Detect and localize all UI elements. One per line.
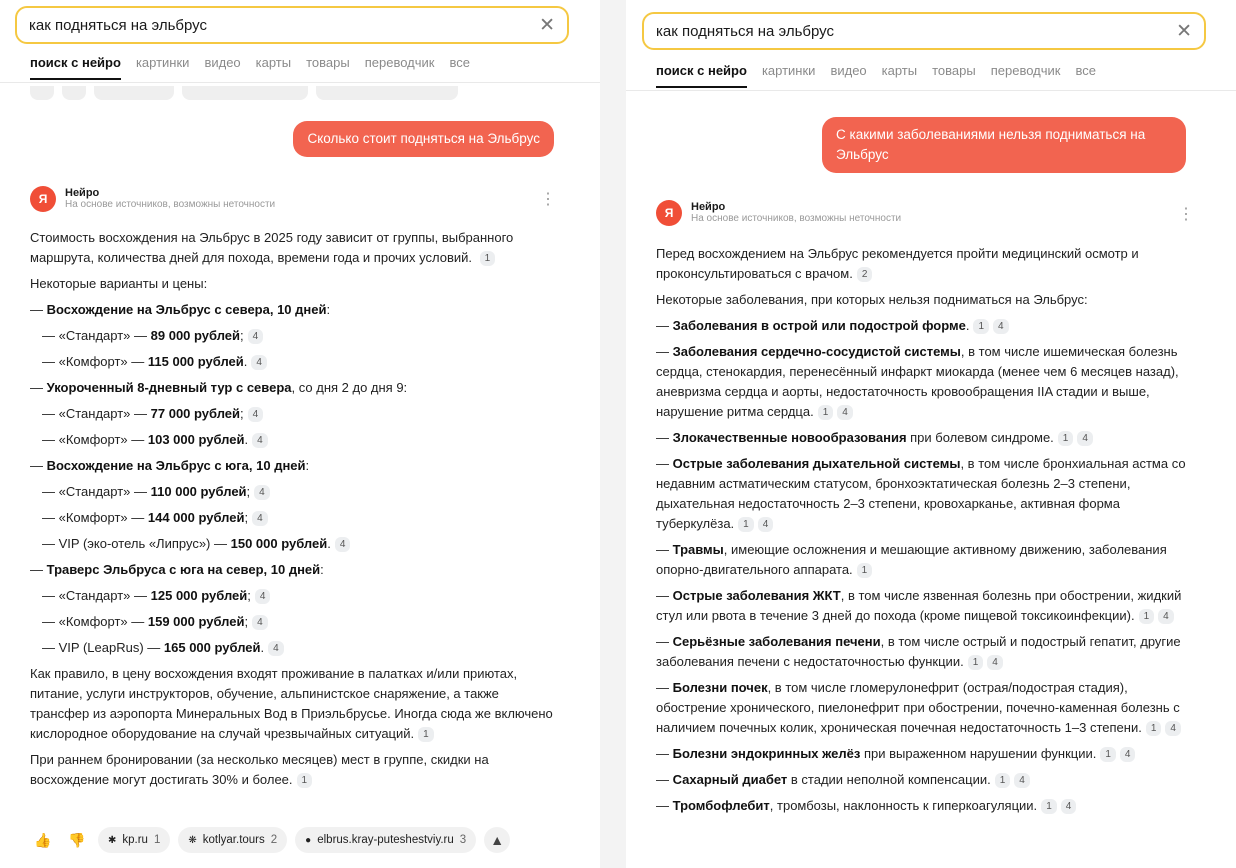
- citation-badge[interactable]: 4: [1061, 799, 1077, 814]
- group-name: Восхождение на Эльбрус с севера, 10 дней: [46, 302, 327, 317]
- item-price: 165 000 рублей: [163, 640, 261, 655]
- citation-badge[interactable]: 4: [251, 355, 267, 370]
- condition-details: , в том числе острый и подострый гепатит, другие заболевания печени с недостаточностью функции.: [656, 634, 1181, 669]
- price-group-title: — Укороченный 8-дневный тур с севера, со дня 2 до дня 9:: [30, 380, 408, 395]
- source-icon: ❋: [188, 834, 197, 846]
- group-suffix: :: [326, 302, 331, 317]
- answer-footer: [30, 827, 510, 853]
- dislike-icon[interactable]: 👎: [64, 827, 90, 853]
- item-name: VIP (LeapRus) —: [58, 640, 164, 655]
- search-tabs: [30, 55, 485, 80]
- condition-details: при выраженном нарушении функции.: [860, 746, 1097, 761]
- citation-badge[interactable]: 4: [1165, 721, 1181, 736]
- item-name: VIP (эко-отель «Липрус») —: [58, 536, 231, 551]
- group-suffix: :: [305, 458, 310, 473]
- citation-badge[interactable]: 1: [297, 773, 313, 788]
- more-icon[interactable]: ⋮: [540, 191, 556, 208]
- condition-item: — Заболевания в острой или подострой форме. 1 4: [656, 316, 1196, 336]
- price-item: — VIP (эко-отель «Липрус») — 150 000 рублей. 4: [30, 534, 560, 554]
- item-name: «Комфорт» —: [58, 614, 148, 629]
- citation-badge[interactable]: 4: [268, 641, 284, 656]
- citation-badge[interactable]: 4: [248, 407, 264, 422]
- answer-text: [656, 244, 1196, 822]
- variants-label: Некоторые варианты и цены:: [30, 276, 208, 291]
- source-chip[interactable]: [295, 827, 476, 853]
- intro-text: Перед восхождением на Эльбрус рекомендуется пройти медицинский осмотр и проконсультироваться с врачом.: [656, 246, 1139, 281]
- neuro-logo: Я: [656, 200, 682, 226]
- source-count: 3: [459, 834, 467, 846]
- condition-name: Острые заболевания дыхательной системы: [672, 456, 961, 471]
- group-suffix: , со дня 2 до дня 9:: [291, 380, 408, 395]
- price-item: — «Комфорт» — 103 000 рублей. 4: [30, 430, 560, 450]
- item-price: 89 000 рублей: [150, 328, 241, 343]
- citation-badge[interactable]: 4: [255, 589, 271, 604]
- condition-item: — Травмы, имеющие осложнения и мешающие активному движению, заболевания опорно-двигательного аппарата. 1: [656, 542, 1167, 577]
- condition-name: Острые заболевания ЖКТ: [672, 588, 841, 603]
- item-name: «Комфорт» —: [58, 354, 148, 369]
- citation-badge[interactable]: 4: [1158, 609, 1174, 624]
- item-end: .: [243, 354, 248, 369]
- right-chat-panel: [626, 0, 1236, 868]
- previous-sources-row: [30, 86, 458, 100]
- more-sources-icon[interactable]: ▲: [484, 827, 510, 853]
- source-label: kotlyar.tours: [202, 834, 265, 846]
- condition-details: при болевом синдроме.: [906, 430, 1054, 445]
- price-item: — «Стандарт» — 77 000 рублей; 4: [30, 404, 560, 424]
- tabs-divider: [626, 90, 1236, 91]
- condition-name: Заболевания в острой или подострой форме: [672, 318, 966, 333]
- tab-all[interactable]: все: [449, 55, 470, 70]
- answer-paragraph: [30, 664, 560, 744]
- answer-text: [30, 228, 560, 790]
- citation-badge[interactable]: 2: [857, 267, 873, 282]
- citation-badge[interactable]: 4: [837, 405, 853, 420]
- citation-badge[interactable]: 4: [993, 319, 1009, 334]
- price-group-title: — Восхождение на Эльбрус с юга, 10 дней:: [30, 458, 310, 473]
- neuro-header: [656, 200, 901, 226]
- paragraph-text: Как правило, в цену восхождения входят проживание в палатках и/или приютах, питание, услуги инструкторов, обучение, альпинистское снаряжение, а также трансфер из аэропорта Минеральных Вод в Приэльбрусье. Иногда сюда же включено кислородное оборудование на случай чрезвычайных ситуаций.: [30, 666, 553, 741]
- citation-badge[interactable]: 1: [738, 517, 754, 532]
- citation-badge[interactable]: 1: [480, 251, 496, 266]
- item-name: «Комфорт» —: [58, 510, 148, 525]
- search-bar[interactable]: [15, 6, 569, 44]
- citation-badge[interactable]: 1: [968, 655, 984, 670]
- condition-details: , в том числе гломерулонефрит (острая/подострая стадия), обострение хронического, пиелонефрит при обострении, почечно-каменная болезнь с наличием почечных колик, хроническая почечная недостаточность 1–3 степени.: [656, 680, 1180, 735]
- tab-video[interactable]: видео: [204, 55, 241, 70]
- citation-badge[interactable]: 4: [1077, 431, 1093, 446]
- item-name: «Стандарт» —: [58, 588, 151, 603]
- neuro-disclaimer: На основе источников, возможны неточности: [65, 199, 276, 210]
- neuro-disclaimer: На основе источников, возможны неточности: [691, 213, 902, 224]
- condition-details: .: [965, 318, 970, 333]
- citation-badge[interactable]: 1: [1100, 747, 1116, 762]
- condition-name: Сахарный диабет: [672, 772, 788, 787]
- citation-badge[interactable]: 1: [1041, 799, 1057, 814]
- citation-badge[interactable]: 4: [1014, 773, 1030, 788]
- item-price: 103 000 рублей: [147, 432, 245, 447]
- citation-badge[interactable]: 4: [254, 485, 270, 500]
- item-end: ;: [247, 588, 251, 603]
- citation-badge[interactable]: 4: [248, 329, 264, 344]
- item-end: .: [260, 640, 265, 655]
- tab-all[interactable]: все: [1075, 63, 1096, 78]
- neuro-header: [30, 186, 275, 212]
- item-name: «Стандарт» —: [58, 406, 151, 421]
- condition-item: — Острые заболевания ЖКТ, в том числе язвенная болезнь при обострении, жидкий стул или рвота в течение 3 дней до похода (кроме пищевой токсикоинфекции). 1 4: [656, 588, 1182, 623]
- source-icon: ●: [305, 834, 312, 846]
- item-price: 115 000 рублей: [147, 354, 244, 369]
- condition-name: Тромбофлебит: [672, 798, 770, 813]
- search-input[interactable]: как подняться на эльбрус: [656, 22, 835, 40]
- citation-badge[interactable]: 4: [335, 537, 351, 552]
- condition-name: Болезни эндокринных желёз: [672, 746, 861, 761]
- source-label: kp.ru: [122, 834, 148, 846]
- condition-details: , в том числе ишемическая болезнь сердца, стенокардия, перенесённый инфаркт миокарда (менее чем 6 месяцев назад), аневризма сердца и аорты, недостаточность кровообращения IIA стадии и выше, нарушение ритма сердца.: [656, 344, 1179, 419]
- citation-badge[interactable]: 1: [995, 773, 1011, 788]
- group-suffix: :: [320, 562, 324, 577]
- condition-item: — Тромбофлебит, тромбозы, наклонность к гиперкоагуляции. 1 4: [656, 796, 1196, 816]
- tab-images[interactable]: картинки: [761, 63, 816, 78]
- neuro-name: Нейро: [691, 201, 726, 213]
- item-end: ;: [240, 328, 244, 343]
- left-chat-panel: [0, 0, 600, 868]
- group-name: Укороченный 8-дневный тур с севера: [46, 380, 292, 395]
- tab-neuro[interactable]: поиск с нейро: [30, 55, 121, 80]
- neuro-name: Нейро: [65, 187, 100, 199]
- citation-badge[interactable]: 1: [418, 727, 434, 742]
- tab-goods[interactable]: товары: [306, 55, 350, 70]
- source-count: 1: [153, 834, 161, 846]
- citation-badge[interactable]: 1: [1139, 609, 1155, 624]
- price-item: — «Комфорт» — 115 000 рублей. 4: [30, 352, 560, 372]
- condition-details: , имеющие осложнения и мешающие активному движению, заболевания опорно-двигательного аппарата.: [656, 542, 1167, 577]
- tab-translate[interactable]: переводчик: [364, 55, 435, 70]
- condition-item: — Болезни эндокринных желёз при выраженном нарушении функции. 1 4: [656, 744, 1196, 764]
- panel-separator: [600, 0, 626, 868]
- price-group-title: — Восхождение на Эльбрус с севера, 10 дней:: [30, 302, 331, 317]
- price-item: — «Стандарт» — 89 000 рублей; 4: [30, 326, 560, 346]
- condition-details: , в том числе язвенная болезнь при обострении, жидкий стул или рвота в течение 3 дней до похода (кроме пищевой токсикоинфекции).: [656, 588, 1182, 623]
- item-end: ;: [240, 406, 244, 421]
- citation-badge[interactable]: 1: [1058, 431, 1074, 446]
- intro-text: Стоимость восхождения на Эльбрус в 2025 году зависит от группы, выбранного маршрута, количества дней для похода, времени года и прочих условий.: [30, 230, 514, 265]
- condition-item: — Серьёзные заболевания печени, в том числе острый и подострый гепатит, другие заболевания печени с недостаточностью функции. 1 4: [656, 634, 1181, 669]
- citation-badge[interactable]: 4: [987, 655, 1003, 670]
- tab-images[interactable]: картинки: [135, 55, 190, 70]
- tab-goods[interactable]: товары: [932, 63, 976, 78]
- price-item: — «Комфорт» — 144 000 рублей; 4: [30, 508, 560, 528]
- price-item: — «Стандарт» — 125 000 рублей; 4: [30, 586, 560, 606]
- price-item: — VIP (LeapRus) — 165 000 рублей. 4: [30, 638, 560, 658]
- tab-translate[interactable]: переводчик: [990, 63, 1061, 78]
- citation-badge[interactable]: 4: [252, 615, 268, 630]
- answer-intro: [30, 228, 560, 268]
- citation-badge[interactable]: 1: [818, 405, 834, 420]
- source-count: 2: [270, 834, 278, 846]
- item-name: «Стандарт» —: [58, 328, 151, 343]
- condition-item: — Острые заболевания дыхательной системы, в том числе бронхиальная астма со недавним астматическим статусом, бронхоэктатическая болезнь 2–3 степени, дыхательная недостаточность 2–3 степени, кровохарканье, активная форма туберкулёза. 1 4: [656, 456, 1186, 531]
- citation-badge[interactable]: 4: [252, 511, 268, 526]
- item-price: 110 000 рублей: [150, 484, 247, 499]
- paragraph-text: При раннем бронировании (за несколько месяцев) мест в группе, скидки на восхождение могут достигать 30% и более.: [30, 752, 489, 787]
- condition-name: Серьёзные заболевания печени: [672, 634, 881, 649]
- list-label: Некоторые заболевания, при которых нельзя подниматься на Эльбрус:: [656, 292, 1088, 307]
- condition-details: в стадии неполной компенсации.: [787, 772, 991, 787]
- user-message: С какими заболеваниями нельзя подниматься на Эльбрус: [822, 117, 1186, 173]
- group-name: Восхождение на Эльбрус с юга, 10 дней: [46, 458, 306, 473]
- group-name: Траверс Эльбруса с юга на север, 10 дней: [46, 562, 321, 577]
- condition-name: Травмы: [672, 542, 724, 557]
- answer-intro: [656, 244, 1196, 284]
- item-price: 144 000 рублей: [147, 510, 245, 525]
- tab-maps[interactable]: карты: [881, 63, 918, 78]
- search-bar[interactable]: [642, 12, 1206, 50]
- source-icon: ✱: [108, 834, 117, 846]
- item-name: «Комфорт» —: [58, 432, 148, 447]
- item-price: 77 000 рублей: [150, 406, 241, 421]
- tab-maps[interactable]: карты: [255, 55, 292, 70]
- condition-item: — Злокачественные новообразования при болевом синдроме. 1 4: [656, 428, 1196, 448]
- tab-video[interactable]: видео: [830, 63, 867, 78]
- condition-details: , в том числе бронхиальная астма со недавним астматическим статусом, бронхоэктатическая болезнь 2–3 степени, дыхательная недостаточность 2–3 степени, кровохарканье, активная форма туберкулёза.: [656, 456, 1186, 531]
- more-icon[interactable]: ⋮: [1178, 206, 1194, 223]
- citation-badge[interactable]: 1: [973, 319, 989, 334]
- source-chip[interactable]: [178, 827, 287, 853]
- price-item: — «Комфорт» — 159 000 рублей; 4: [30, 612, 560, 632]
- item-price: 150 000 рублей: [230, 536, 328, 551]
- item-price: 159 000 рублей: [147, 614, 245, 629]
- tab-neuro[interactable]: поиск с нейро: [656, 63, 747, 88]
- citation-badge[interactable]: 1: [857, 563, 873, 578]
- price-item: — «Стандарт» — 110 000 рублей; 4: [30, 482, 560, 502]
- item-end: .: [327, 536, 331, 551]
- source-label: elbrus.kray-puteshestviy.ru: [317, 834, 454, 846]
- condition-details: , тромбозы, наклонность к гиперкоагуляции.: [769, 798, 1038, 813]
- item-price: 125 000 рублей: [150, 588, 248, 603]
- source-chip[interactable]: [98, 827, 170, 853]
- item-end: ;: [246, 484, 251, 499]
- search-input[interactable]: как подняться на эльбрус: [29, 16, 208, 34]
- condition-name: Болезни почек: [672, 680, 768, 695]
- neuro-logo: Я: [30, 186, 56, 212]
- citation-badge[interactable]: 4: [758, 517, 774, 532]
- citation-badge[interactable]: 1: [1146, 721, 1162, 736]
- condition-name: Злокачественные новообразования: [672, 430, 907, 445]
- condition-item: — Сахарный диабет в стадии неполной компенсации. 1 4: [656, 770, 1196, 790]
- item-end: .: [244, 432, 249, 447]
- citation-badge[interactable]: 4: [1120, 747, 1136, 762]
- search-tabs: [656, 63, 1111, 88]
- citation-badge[interactable]: 4: [252, 433, 268, 448]
- user-message: Сколько стоит подняться на Эльбрус: [293, 121, 554, 157]
- like-icon[interactable]: 👍: [30, 827, 56, 853]
- answer-paragraph: [30, 750, 560, 790]
- clear-icon[interactable]: ✕: [539, 14, 555, 36]
- condition-item: — Болезни почек, в том числе гломерулонефрит (острая/подострая стадия), обострение хронического, пиелонефрит при обострении, почечно-каменная болезнь с наличием почечных колик, хроническая почечная недостаточность 1–3 степени. 1 4: [656, 680, 1180, 735]
- condition-item: — Заболевания сердечно-сосудистой системы, в том числе ишемическая болезнь сердца, стенокардия, перенесённый инфаркт миокарда (менее чем 6 месяцев назад), аневризма сердца и аорты, недостаточность кровообращения IIA стадии и выше, нарушение ритма сердца. 1 4: [656, 344, 1179, 419]
- clear-icon[interactable]: ✕: [1176, 20, 1192, 42]
- item-name: «Стандарт» —: [58, 484, 151, 499]
- condition-name: Заболевания сердечно-сосудистой системы: [672, 344, 961, 359]
- item-end: ;: [244, 614, 249, 629]
- tabs-divider: [0, 82, 600, 83]
- price-group-title: — Траверс Эльбруса с юга на север, 10 дней:: [30, 562, 324, 577]
- item-end: ;: [244, 510, 249, 525]
